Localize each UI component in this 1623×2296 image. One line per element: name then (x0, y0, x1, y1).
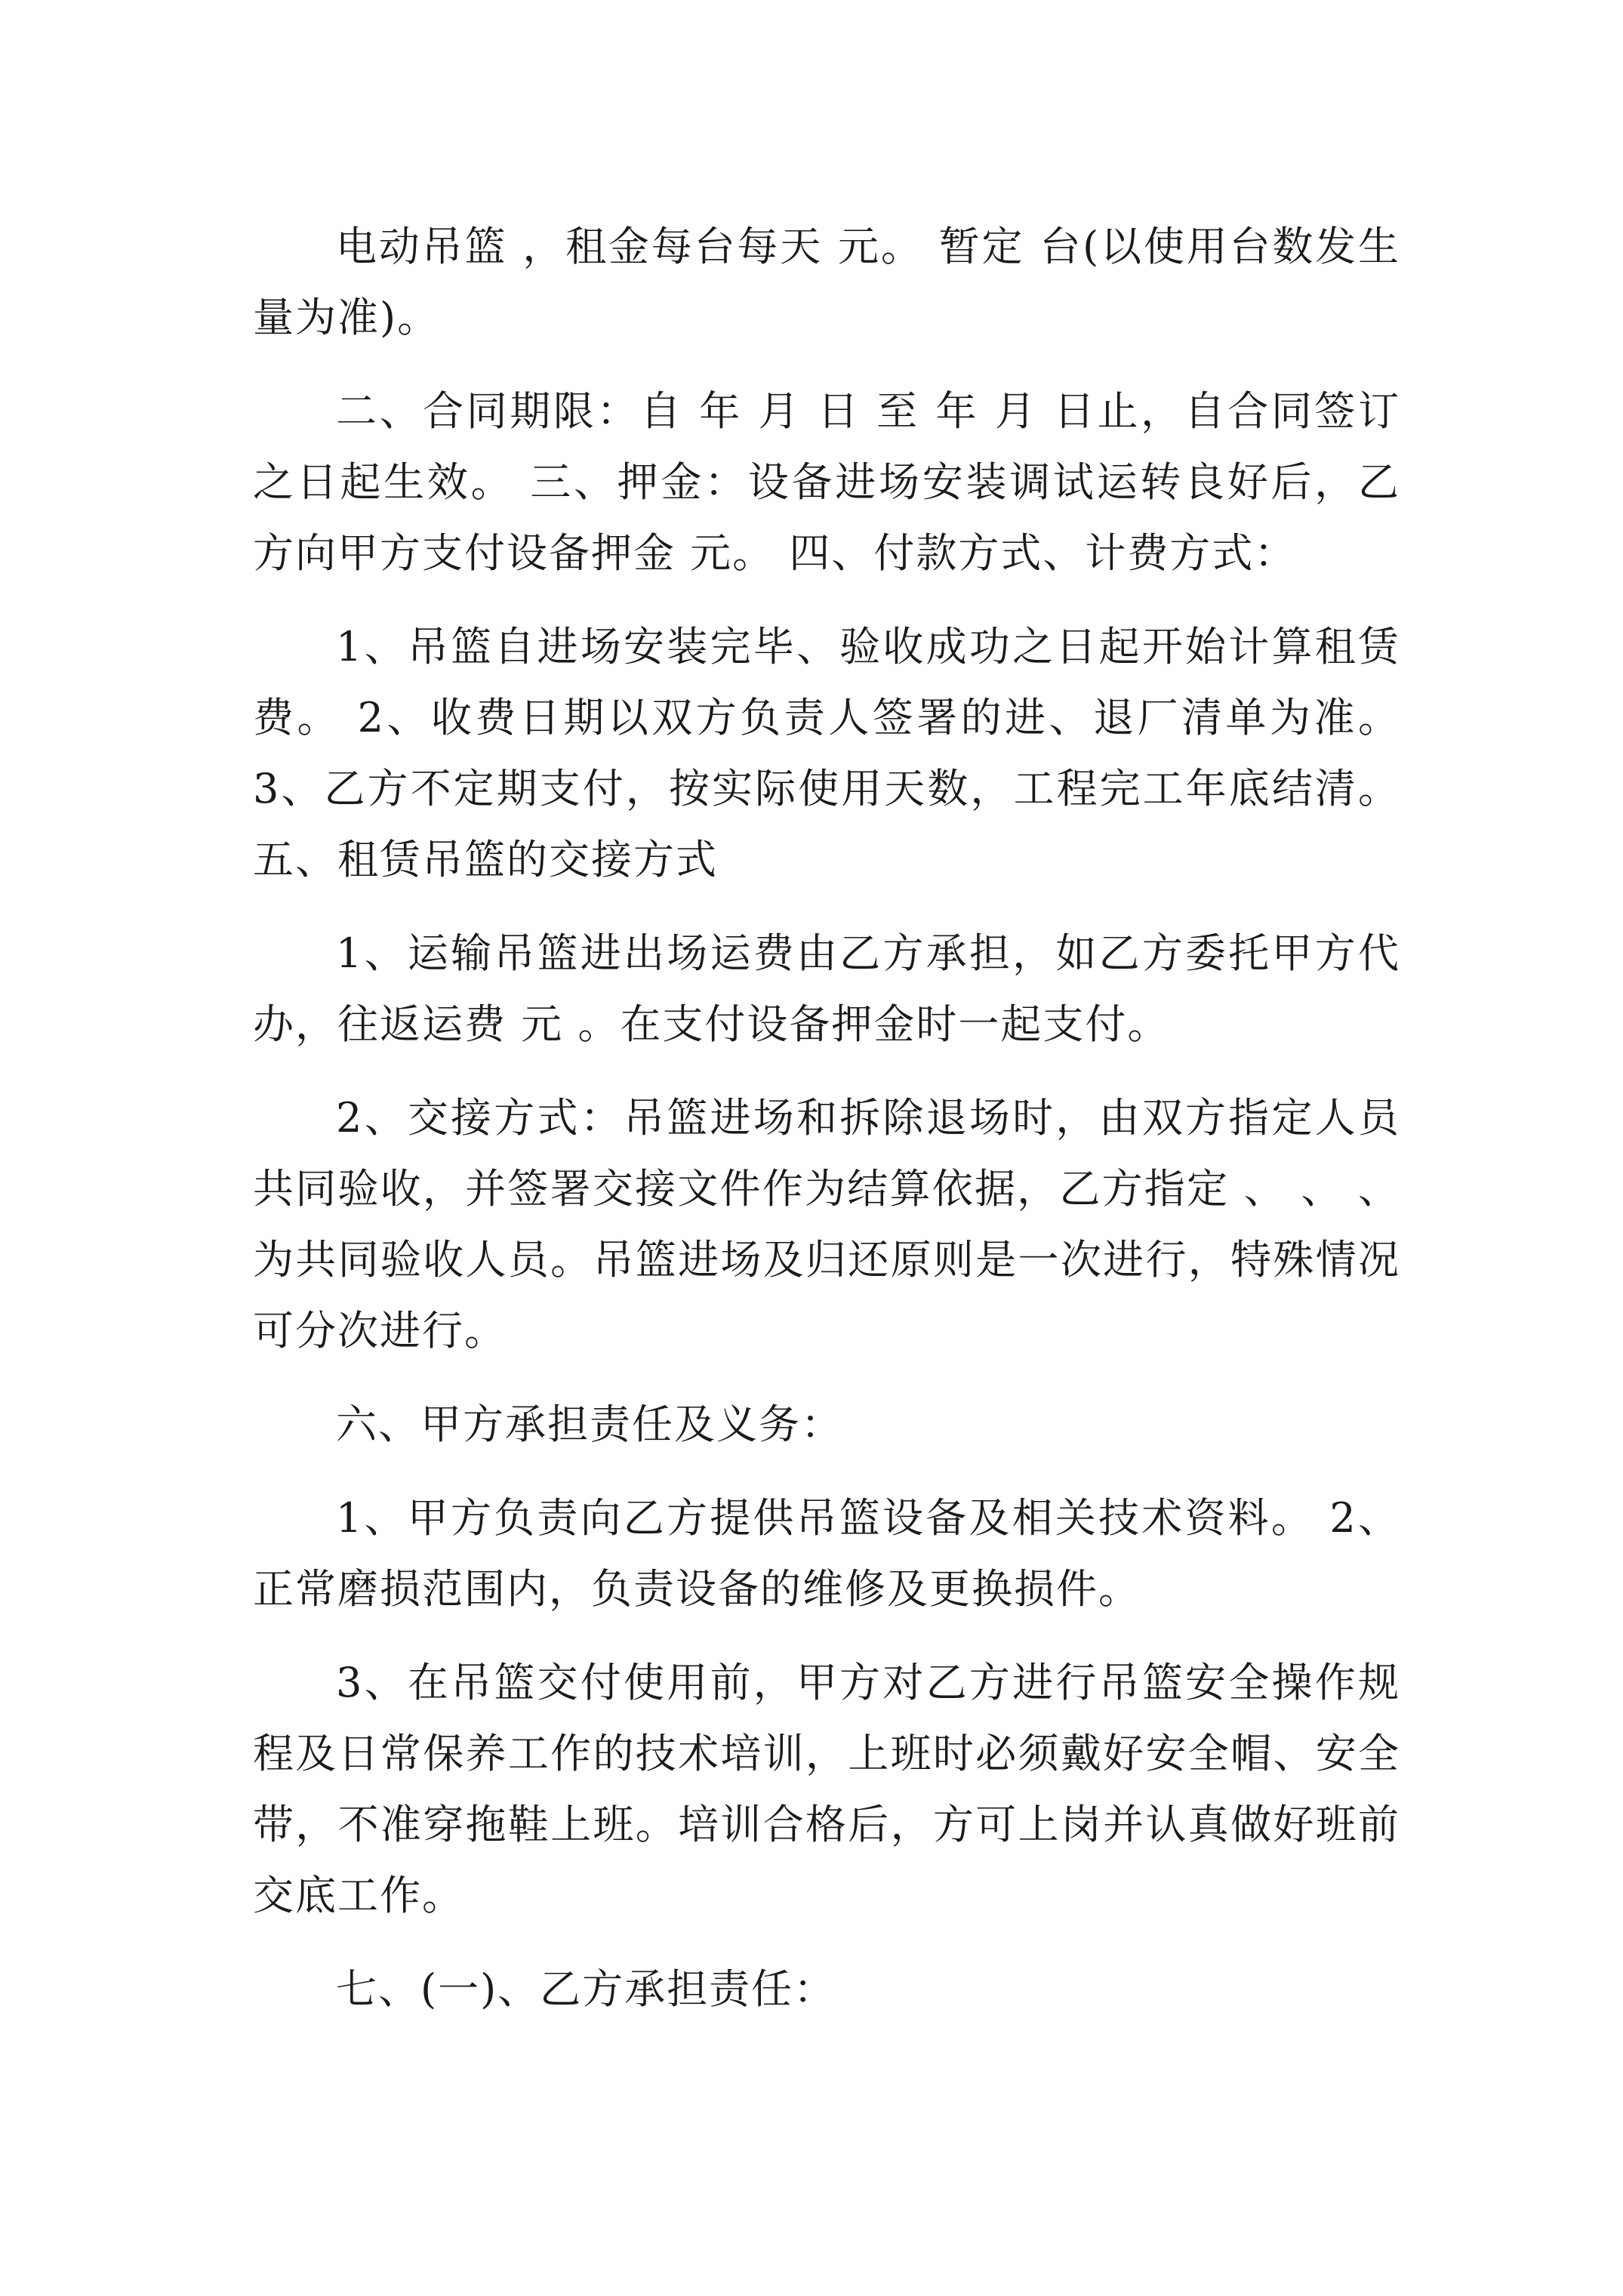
paragraph-party-a-duty-3: 3、在吊篮交付使用前，甲方对乙方进行吊篮安全操作规程及日常保养工作的技术培训，上班时必须戴好安全帽、安全带，不准穿拖鞋上班。培训合格后，方可上岗并认真做好班前交底工作。 (253, 1659, 1400, 1919)
paragraph-contract-term: 二、合同期限：自 年 月 日 至 年 月 日止，自合同签订之日起生效。 三、押金：设备进场安装调试运转良好后，乙方向甲方支付设备押金 元。 四、付款方式、计费方式： (253, 387, 1400, 577)
document-body (253, 211, 1400, 2048)
paragraph-party-a-duty-1-2: 1、甲方负责向乙方提供吊篮设备及相关技术资料。 2、正常磨损范围内，负责设备的维修及更换损件。 (253, 1494, 1400, 1613)
paragraph-billing: 1、吊篮自进场安装完毕、验收成功之日起开始计算租赁费。 2、收费日期以双方负责人签署的进、退厂清单为准。3、乙方不定期支付，按实际使用天数，工程完工年底结清。五、租赁吊篮的交接方式 (253, 623, 1400, 883)
paragraph-rental-fee: 电动吊篮 ，租金每台每天 元。 暂定 台(以使用台数发生量为准)。 (253, 223, 1400, 341)
heading-party-a-duties: 六、甲方承担责任及义务： (336, 1401, 843, 1448)
heading-party-b-duties: 七、(一)、乙方承担责任： (336, 1965, 836, 2013)
paragraph-transport: 1、运输吊篮进出场运费由乙方承担，如乙方委托甲方代办，往返运费 元 。在支付设备押金时一起支付。 (253, 929, 1400, 1048)
paragraph-handover: 2、交接方式：吊篮进场和拆除退场时，由双方指定人员共同验收，并签署交接文件作为结算依据，乙方指定 、 、 、 为共同验收人员。吊篮进场及归还原则是一次进行，特殊情况可分次进行。 (253, 1094, 1400, 1354)
